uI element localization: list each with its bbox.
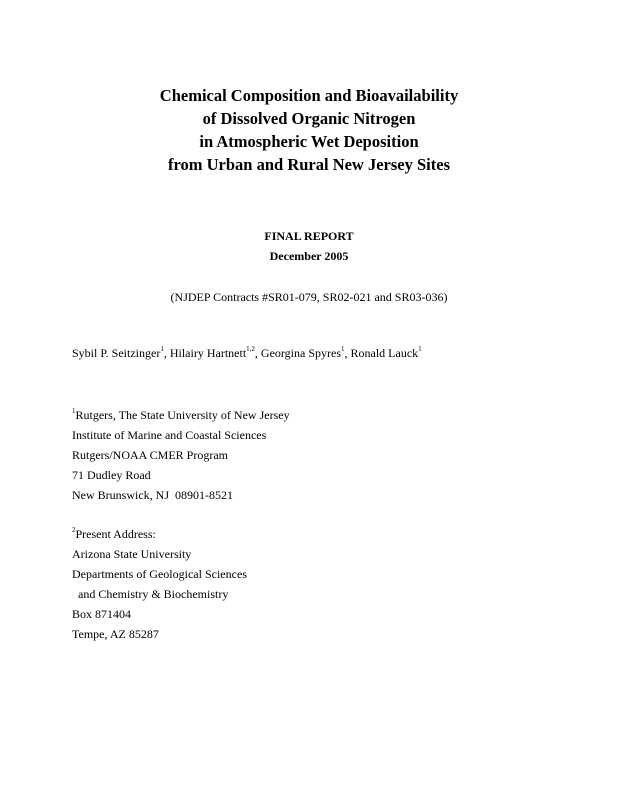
affiliation-line: Arizona State University (72, 547, 192, 561)
affiliation-line: New Brunswick, NJ 08901-8521 (72, 488, 233, 502)
affiliation-rutgers (72, 405, 290, 505)
author-name: Ronald Lauck (350, 346, 419, 360)
affiliation-line: Departments of Geological Sciences (72, 567, 247, 581)
affiliation-marker: 1 (72, 407, 76, 415)
title-line: of Dissolved Organic Nitrogen (202, 109, 416, 128)
author-list (72, 346, 422, 361)
affiliation-line: Tempe, AZ 85287 (72, 627, 159, 641)
report-date: December 2005 (269, 249, 349, 263)
affiliation-line: Institute of Marine and Coastal Sciences (72, 428, 267, 442)
author-affiliation-marker: 1,2 (246, 345, 255, 353)
author-separator: , (163, 346, 170, 360)
author-separator: , (254, 346, 261, 360)
contract-numbers: (NJDEP Contracts #SR01-079, SR02-021 and SR03-036) (170, 290, 448, 304)
author-name: Hilairy Hartnett (169, 346, 247, 360)
title-line: Chemical Composition and Bioavailability (159, 86, 459, 105)
affiliation-line: Rutgers/NOAA CMER Program (72, 448, 228, 462)
affiliation-line (72, 524, 247, 544)
author-name: Georgina Spyres (260, 346, 342, 360)
affiliation-line: Box 871404 (72, 607, 132, 621)
author-affiliation-marker: 1 (341, 345, 345, 353)
affiliation-line: 71 Dudley Road (72, 468, 151, 482)
author-name: Sybil P. Seitzinger (72, 346, 161, 360)
author-affiliation-marker: 1 (418, 345, 422, 353)
affiliation-institution: Rutgers, The State University of New Jersey (75, 408, 290, 422)
title-line: from Urban and Rural New Jersey Sites (167, 155, 450, 174)
title-line: in Atmospheric Wet Deposition (199, 132, 419, 151)
affiliation-line (72, 405, 290, 425)
present-address-label: Present Address: (75, 527, 156, 541)
author-separator: , (344, 346, 351, 360)
affiliation-marker: 2 (72, 526, 76, 534)
affiliation-line: and Chemistry & Biochemistry (72, 587, 229, 601)
author-affiliation-marker: 1 (160, 345, 164, 353)
document-title (0, 84, 618, 176)
report-label: FINAL REPORT (264, 229, 354, 243)
affiliation-present-address (72, 524, 247, 644)
